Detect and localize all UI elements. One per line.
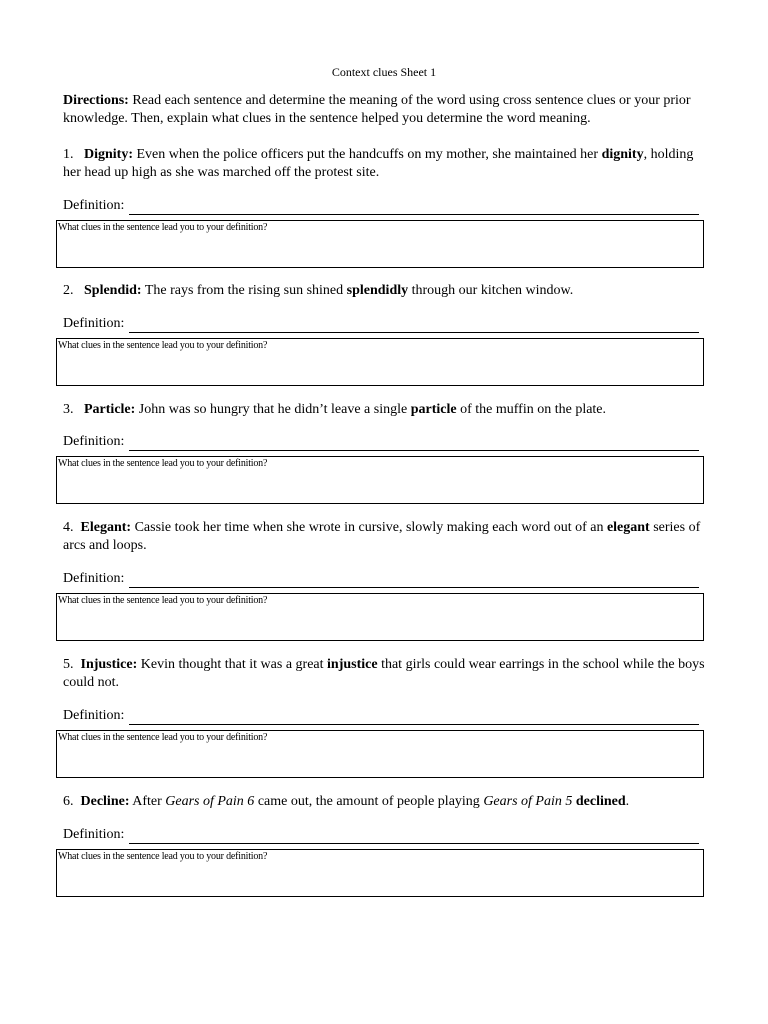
clue-answer-box-1[interactable]	[56, 220, 704, 268]
target-word: dignity	[601, 147, 644, 162]
sentence-text: Cassie took her time when she wrote in cursive, slowly making each word out of an	[131, 520, 607, 535]
clue-answer-box-6[interactable]	[56, 849, 704, 897]
definition-field-3[interactable]	[63, 433, 699, 451]
definition-label: Definition:	[63, 434, 125, 449]
question-number: 2.	[63, 283, 74, 298]
definition-line[interactable]	[129, 829, 699, 844]
definition-line[interactable]	[129, 573, 699, 588]
question-4	[63, 519, 711, 555]
question-number: 4.	[63, 520, 74, 535]
sentence-text: Kevin thought that it was a great	[137, 657, 328, 672]
sentence-text: of the muffin on the plate.	[456, 402, 607, 417]
sentence-text: John was so hungry that he didn’t leave a single	[135, 402, 411, 417]
clue-prompt: What clues in the sentence lead you to your definition?	[58, 732, 268, 743]
question-1	[63, 146, 711, 182]
definition-line[interactable]	[129, 436, 699, 451]
question-number: 3.	[63, 402, 74, 417]
definition-field-5[interactable]	[63, 707, 699, 725]
question-number: 1.	[63, 147, 74, 162]
definition-label: Definition:	[63, 571, 125, 586]
definition-label: Definition:	[63, 708, 125, 723]
question-number: 5.	[63, 657, 74, 672]
definition-label: Definition:	[63, 827, 125, 842]
clue-prompt: What clues in the sentence lead you to your definition?	[58, 595, 268, 606]
question-3	[63, 401, 711, 419]
question-word: Elegant:	[80, 520, 132, 535]
definition-field-4[interactable]	[63, 570, 699, 588]
directions-text: Read each sentence and determine the meaning of the word using cross sentence clues or your prior knowledge. Then, explain what clues in the sentence helped you determine the word meaning.	[63, 93, 691, 126]
definition-field-2[interactable]	[63, 315, 699, 333]
clue-answer-box-2[interactable]	[56, 338, 704, 386]
definition-line[interactable]	[129, 710, 699, 725]
game-title: Gears of Pain 6	[165, 794, 255, 809]
clue-answer-box-4[interactable]	[56, 593, 704, 641]
sentence-text: series of arcs and loops.	[63, 520, 701, 553]
clue-prompt: What clues in the sentence lead you to your definition?	[58, 222, 268, 233]
question-word: Splendid:	[84, 283, 142, 298]
definition-line[interactable]	[129, 200, 699, 215]
clue-answer-box-5[interactable]	[56, 730, 704, 778]
clue-prompt: What clues in the sentence lead you to your definition?	[58, 458, 268, 469]
sentence-text: , holding her head up high as she was marched off the protest site.	[63, 147, 694, 180]
sentence-text: The rays from the rising sun shined	[141, 283, 347, 298]
target-word: elegant	[606, 520, 650, 535]
question-word: Particle:	[84, 402, 136, 417]
question-5	[63, 656, 711, 692]
directions-label: Directions:	[63, 93, 129, 108]
question-number: 6.	[63, 794, 74, 809]
definition-label: Definition:	[63, 316, 125, 331]
question-word: Dignity:	[84, 147, 133, 162]
sentence-text: came out, the amount of people playing	[254, 794, 484, 809]
definition-field-1[interactable]	[63, 197, 699, 215]
question-2	[63, 282, 711, 300]
page-title: Context clues Sheet 1	[331, 65, 437, 79]
definition-label: Definition:	[63, 198, 125, 213]
directions	[63, 92, 713, 128]
clue-answer-box-3[interactable]	[56, 456, 704, 504]
question-word: Decline:	[80, 794, 130, 809]
clue-prompt: What clues in the sentence lead you to your definition?	[58, 340, 268, 351]
game-title: Gears of Pain 5	[483, 794, 573, 809]
sentence-text: After	[129, 794, 166, 809]
target-word: injustice	[327, 657, 378, 672]
target-word: splendidly	[346, 283, 409, 298]
sentence-text: that girls could wear earrings in the school while the boys could not.	[63, 657, 705, 690]
definition-line[interactable]	[129, 318, 699, 333]
sentence-text: Even when the police officers put the handcuffs on my mother, she maintained her	[133, 147, 602, 162]
question-word: Injustice:	[80, 657, 138, 672]
sentence-text: through our kitchen window.	[408, 283, 574, 298]
target-word: declined	[575, 794, 626, 809]
sentence-text: .	[625, 794, 630, 809]
clue-prompt: What clues in the sentence lead you to your definition?	[58, 851, 268, 862]
definition-field-6[interactable]	[63, 826, 699, 844]
question-6	[63, 793, 711, 811]
target-word: particle	[410, 402, 457, 417]
